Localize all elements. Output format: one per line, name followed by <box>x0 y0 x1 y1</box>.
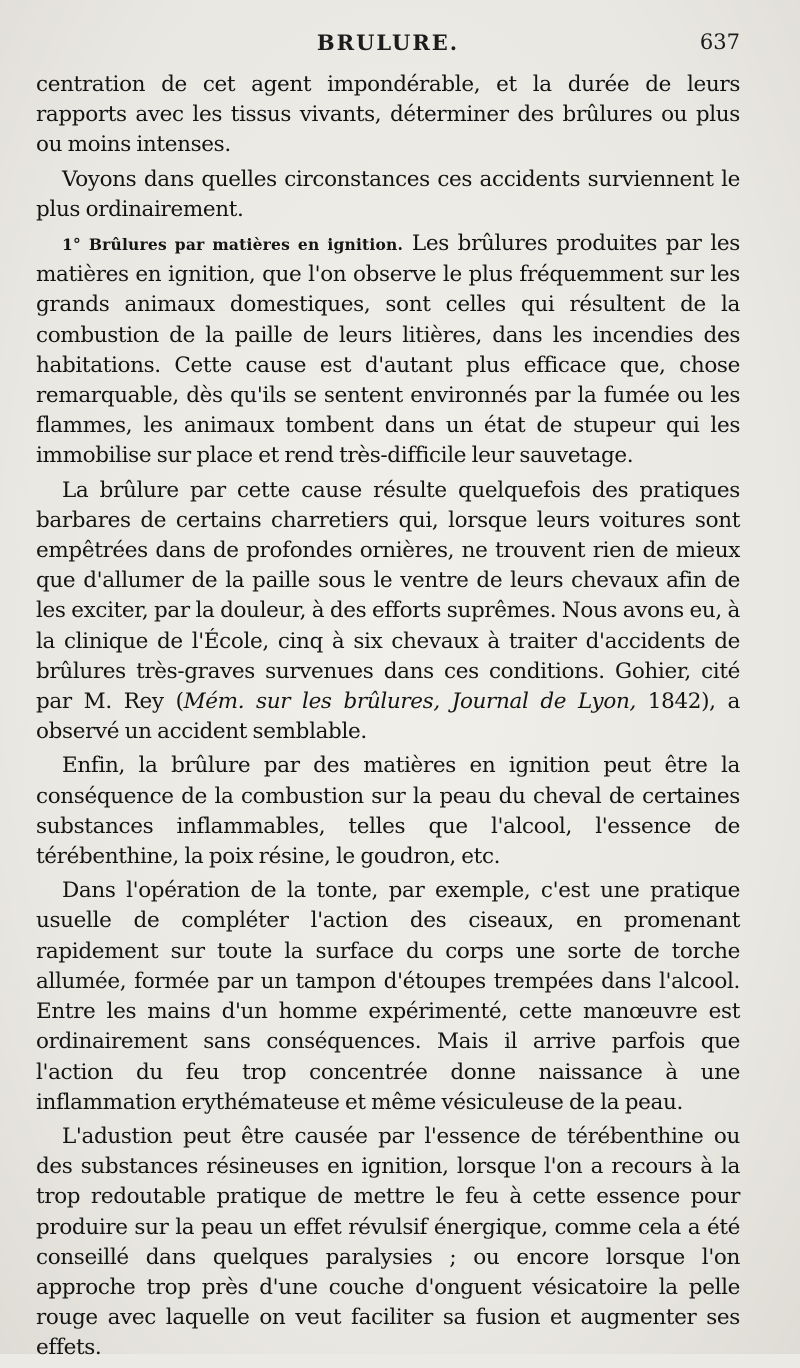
section-heading: 1° Brûlures par matières en ignition. <box>62 235 404 255</box>
paragraph-text: L'adustion peut être causée par l'essence de térébenthine ou des substances résineuses en ignition, lorsque l'on a recours à la trop redoutable pratique de mettre le feu à cette essence pour produire sur la peau un effet révulsif énergique, comme cela a été conseillé dans quelques paralysies ; ou encore lorsque l'on approche trop près d'une couche d'onguent vésicatoire la pelle rouge avec laquelle on veut faciliter sa fusion et augmenter ses effets. <box>36 1123 740 1361</box>
paragraph-text: Enfin, la brûlure par des matières en ignition peut être la conséquence de la combustion sur la peau du cheval de certaines substances inflammables, telles que l'alcool, l'essence de térébenthine, la poix résine, le goudron, etc. <box>36 753 740 870</box>
paragraph-text: 1842), a observé un accident semblable. <box>36 689 740 745</box>
paragraph-1 <box>36 70 740 161</box>
paragraph-text: Voyons dans quelles circonstances ces accidents surviennent le plus ordinairement. <box>36 166 740 222</box>
paragraph-5 <box>36 751 740 872</box>
paragraph-4 <box>36 476 740 748</box>
paragraph-text: La brûlure par cette cause résulte quelquefois des pratiques barbares de certains charretiers qui, lorsque leurs voitures sont empêtrées dans de profondes ornières, ne trouvent rien de mieux que d'allumer de la paille sous le ventre de leurs chevaux afin de les exciter, par la douleur, à des efforts suprêmes. Nous avons eu, à la clinique de l'École, cinq à six chevaux à traiter d'accidents de brûlures très-graves survenues dans ces conditions. Gohier, cité par M. Rey ( <box>36 477 740 715</box>
paragraph-text: Dans l'opération de la tonte, par exemple, c'est une pratique usuelle de compléter l'action des ciseaux, en promenant rapidement sur toute la surface du corps une sorte de torche allumée, formée par un tampon d'étoupes trempées dans l'alcool. Entre les mains d'un homme expérimenté, cette manœuvre est ordinairement sans conséquences. Mais il arrive parfois que l'action du feu trop concentrée donne naissance à une inflammation erythémateuse et même vésiculeuse de la peau. <box>36 878 740 1115</box>
paragraph-3 <box>36 229 740 472</box>
page-number: 637 <box>699 30 740 54</box>
paragraph-text: Les brûlures produites par les matières en ignition, que l'on observe le plus fréquemment sur les grands animaux domestiques, sont celles qui résultent de la combustion de la paille de leurs litières, dans les incendies des habitations. Cette cause est d'autant plus efficace que, chose remarquable, dès qu'ils se sentent environnés par la fumée ou les flammes, les animaux tombent dans un état de stupeur qui les immobilise sur place et rend très-difficile leur sauvetage. <box>36 231 740 469</box>
page-header <box>36 30 740 60</box>
paragraph-6 <box>36 876 740 1118</box>
paragraph-7 <box>36 1122 740 1364</box>
paragraph-text: centration de cet agent impondérable, et la durée de leurs rapports avec les tissus vivants, déterminer des brûlures ou plus ou moins intenses. <box>36 72 740 158</box>
body-text <box>36 70 740 1368</box>
running-title: BRULURE. <box>316 30 460 55</box>
citation-title: Mém. sur les brûlures, Journal de Lyon, <box>183 689 636 715</box>
paragraph-2 <box>36 165 740 225</box>
